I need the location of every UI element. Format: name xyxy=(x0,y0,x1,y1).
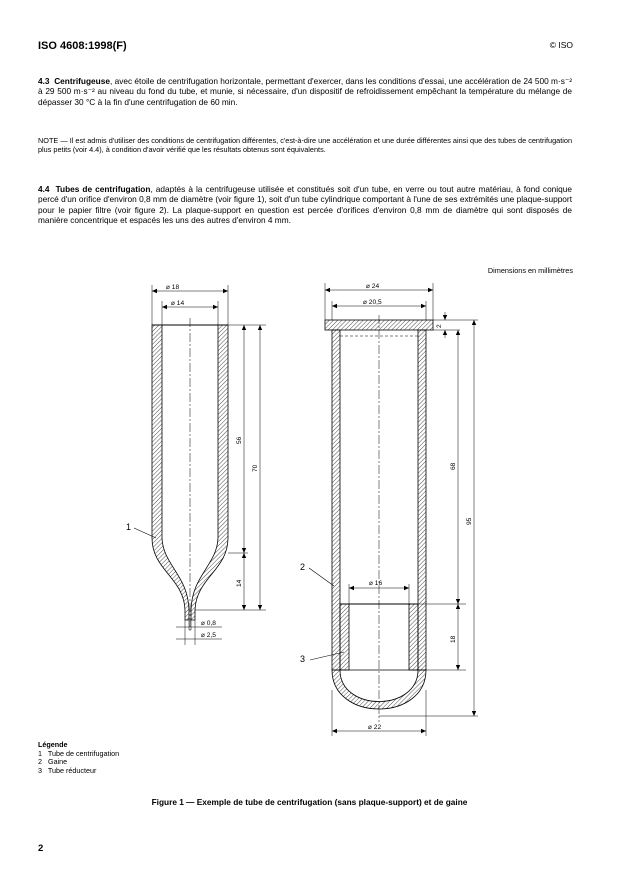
dim-56: 56 xyxy=(236,436,243,444)
legend xyxy=(38,741,119,775)
copyright-notice: © ISO xyxy=(549,40,573,50)
section-4-4-term: Tubes de centrifugation xyxy=(55,184,151,194)
dim-70: 70 xyxy=(252,464,259,472)
sheath-tube xyxy=(309,283,478,736)
dim-95: 95 xyxy=(466,517,473,525)
figure-caption: Figure 1 — Exemple de tube de centrifugation (sans plaque-support) et de gaine xyxy=(151,797,468,807)
dim-base-22: ⌀ 22 xyxy=(368,724,382,731)
dim-inner-20-5: ⌀ 20,5 xyxy=(363,299,382,306)
dim-14: 14 xyxy=(236,579,243,587)
dimensions-note: Dimensions en millimètres xyxy=(487,266,573,275)
document-id: ISO 4608:1998(F) xyxy=(38,40,127,52)
legend-title: Légende xyxy=(38,740,68,749)
dim-18: 18 xyxy=(450,635,457,643)
section-4-3-term: Centrifugeuse xyxy=(54,76,110,86)
callout-3: 3 xyxy=(300,654,306,664)
callout-2: 2 xyxy=(300,562,306,572)
section-4-3-number: 4.3 xyxy=(38,76,50,86)
callout-1: 1 xyxy=(126,522,132,532)
dim-reducer-16: ⌀ 16 xyxy=(369,580,383,587)
note-paragraph: NOTE — Il est admis d'utiliser des conditions de centrifugation différentes, c'est-à-dire une accélération et une durée différentes ainsi que des tubes de centrifugation plus petits (voir 4.4), à condition d'avoir vérifié que les résultats obtenus sont équivalents. xyxy=(38,136,572,155)
dim-inner-14: ⌀ 14 xyxy=(171,300,185,307)
legend-item: 1 Tube de centrifugation xyxy=(38,748,120,758)
dim-2: 2 xyxy=(436,324,443,328)
dim-68: 68 xyxy=(450,462,457,470)
dim-outer-24: ⌀ 24 xyxy=(366,283,380,290)
section-4-4-number: 4.4 xyxy=(38,184,50,194)
dim-hole-0-8: ⌀ 0,8 xyxy=(201,620,216,627)
legend-item: 3 Tube réducteur xyxy=(38,765,97,775)
section-4-4-text: , adaptés à la centrifugeuse utilisée et constitués soit d'un tube, en verre ou tout autre matériau, à fond conique percé d'un orifice d'environ 0,8 mm de diamètre (voir figure 1), soit d'un tube cylindrique comportant à l'une de ses extrémités une plaque-support pour le papier filtre (voir figure 2). La plaque-support en question est percée d'orifices d'environ 0,8 mm de diamètre qui sont disposés de manière concentrique et espacés les uns des autres d'environ 4 mm. xyxy=(38,184,572,226)
dim-tip-2-5: ⌀ 2,5 xyxy=(201,632,216,639)
centrifuge-tube xyxy=(134,285,266,645)
dim-outer-18: ⌀ 18 xyxy=(166,284,180,291)
section-4-3-text: , avec étoile de centrifugation horizontale, permettant d'exercer, dans les conditions d'essai, une accélération de 24 500 m·s⁻² à 29 500 m·s⁻² au niveau du fond du tube, et munie, si nécessaire, d'un dispositif de refroidissement empêchant la température du mélange de dépasser 30 °C à la fin d'une centrifugation de 60 min. xyxy=(38,76,572,107)
legend-item: 2 Gaine xyxy=(38,757,68,767)
page-number: 2 xyxy=(38,843,44,854)
